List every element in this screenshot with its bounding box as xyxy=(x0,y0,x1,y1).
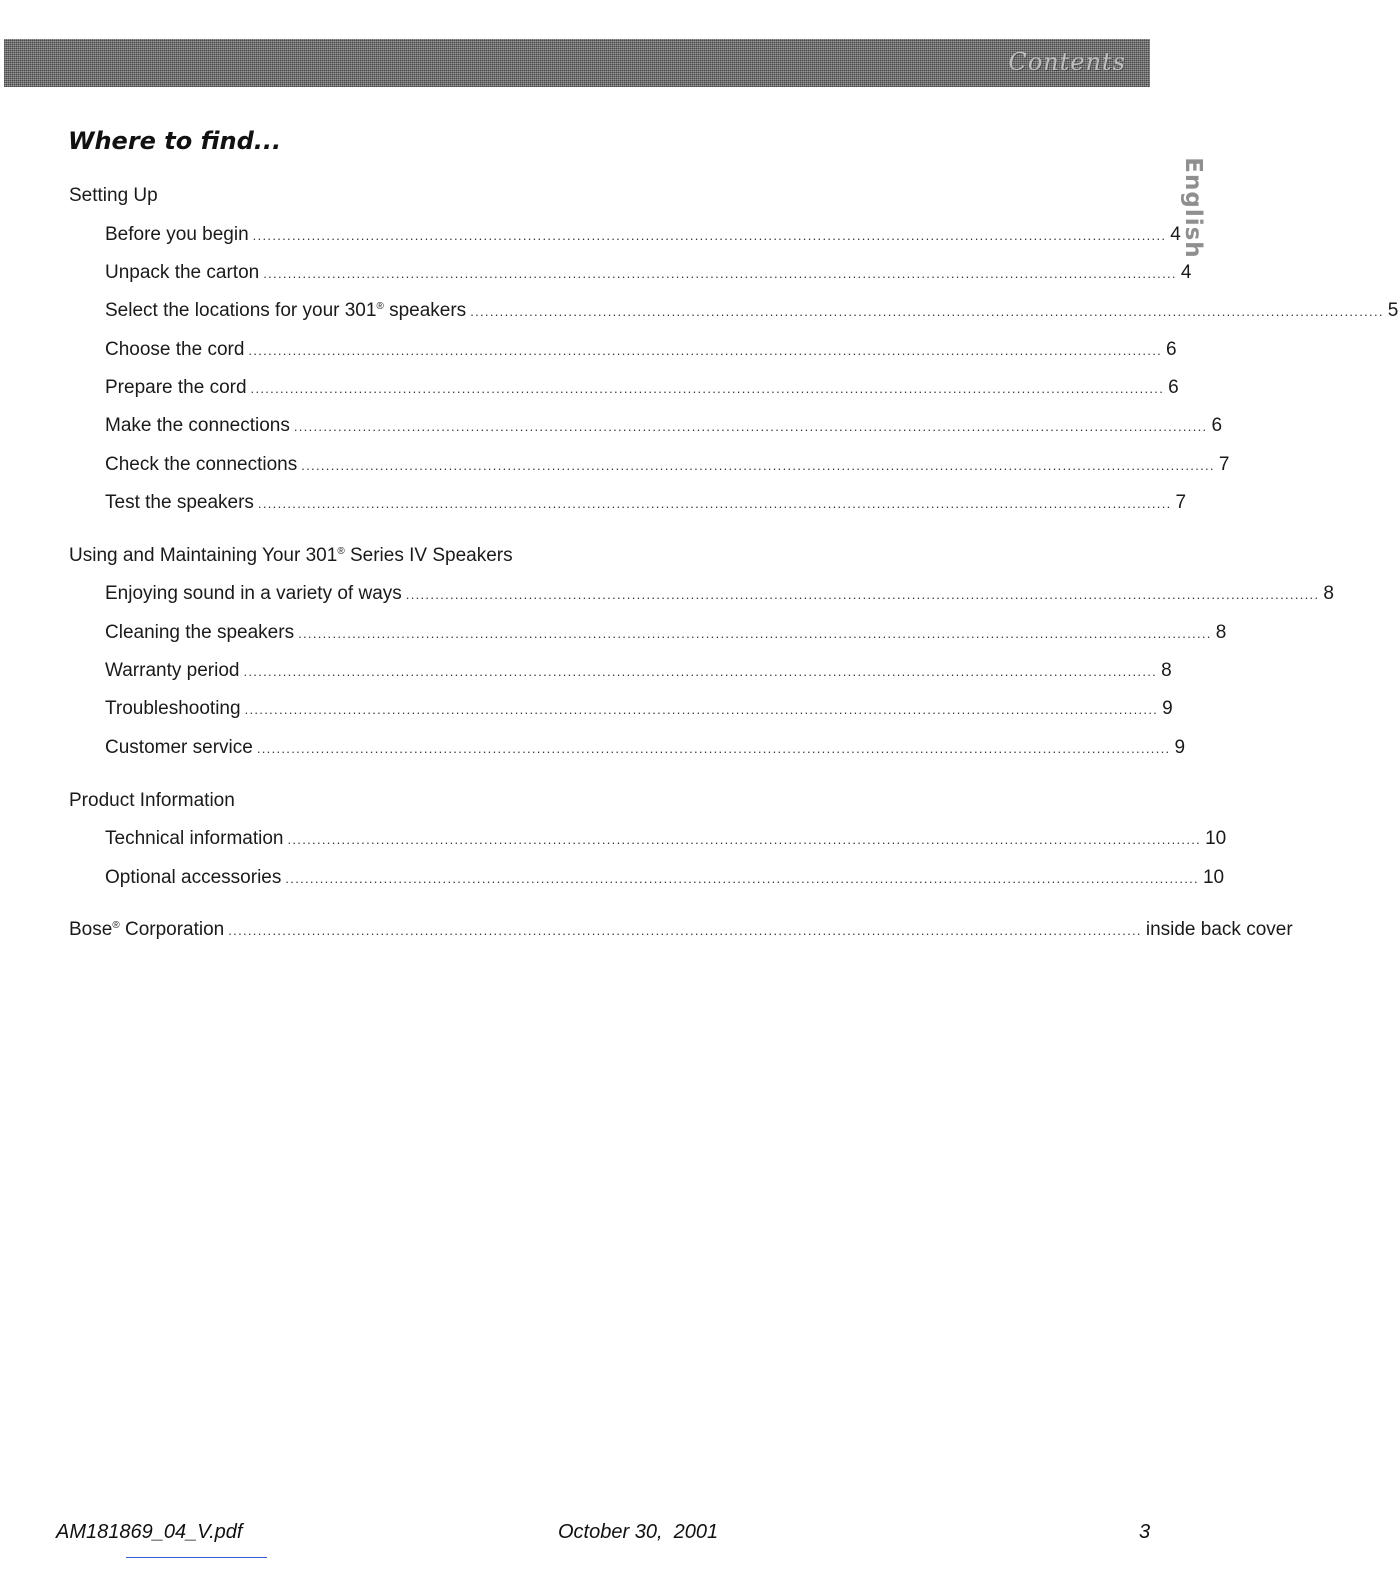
toc-entry[interactable] xyxy=(105,659,1172,684)
toc-entry[interactable] xyxy=(105,299,1398,324)
dot-leader: .......................................................................................................................................................................................... xyxy=(263,266,1177,281)
dot-leader: .......................................................................................................................................................................................... xyxy=(256,741,1171,756)
footer-filename: AM181869_04_V.pdf xyxy=(56,1521,243,1543)
toc-entry-title: Test the speakers xyxy=(105,492,254,513)
dot-leader: .......................................................................................................................................................................................... xyxy=(298,626,1212,641)
toc-entry-title: Optional accessories xyxy=(105,867,282,888)
dot-leader: .......................................................................................................................................................................................... xyxy=(301,458,1215,473)
toc-entry[interactable] xyxy=(105,621,1227,646)
toc-entry-corporation[interactable] xyxy=(69,918,1293,943)
toc-entry-title: Make the connections xyxy=(105,415,290,436)
toc-entry-page: 7 xyxy=(1218,454,1230,475)
toc-entry-page: 6 xyxy=(1211,415,1223,436)
toc-entry[interactable] xyxy=(105,414,1223,439)
toc-entry[interactable] xyxy=(105,491,1187,516)
toc-entry-page: 7 xyxy=(1175,492,1187,513)
toc-entry[interactable] xyxy=(105,223,1181,248)
toc-entry[interactable] xyxy=(105,736,1186,761)
toc-entry[interactable] xyxy=(105,376,1179,401)
brand-name: Bose xyxy=(69,919,113,940)
toc-entry[interactable] xyxy=(105,866,1225,891)
dot-leader: .......................................................................................................................................................................................... xyxy=(293,419,1208,434)
toc-entry-page: 8 xyxy=(1323,583,1334,604)
section-heading-end: Series IV Speakers xyxy=(344,545,513,566)
toc-entry-title: Customer service xyxy=(105,737,253,758)
toc-entry-title: Before you begin xyxy=(105,224,249,245)
toc-entry-title xyxy=(69,918,224,942)
dot-leader: .......................................................................................................................................................................................... xyxy=(244,702,1159,717)
registered-mark: ® xyxy=(337,546,345,557)
dot-leader: .......................................................................................................................................................................................... xyxy=(250,381,1165,396)
toc-entry-page: 6 xyxy=(1168,377,1179,398)
toc-entry-page: 5 xyxy=(1387,300,1398,321)
toc-entry-page: 9 xyxy=(1174,737,1186,758)
footer-page-number: 3 xyxy=(1139,1521,1151,1543)
toc-entry[interactable] xyxy=(105,453,1230,478)
section-heading-product-information: Product Information xyxy=(69,790,235,811)
toc-entry-page: 9 xyxy=(1162,698,1173,719)
language-tab-label: English xyxy=(1180,157,1206,259)
toc-entry-title: Choose the cord xyxy=(105,339,245,360)
toc-entry-page: 6 xyxy=(1166,339,1177,360)
dot-leader: .......................................................................................................................................................................................... xyxy=(252,228,1167,243)
toc-entry[interactable] xyxy=(105,261,1192,286)
section-heading-using-and-maintaining xyxy=(69,544,513,568)
toc-entry-title-end: speakers xyxy=(383,300,467,321)
dot-leader: .......................................................................................................................................................................................... xyxy=(470,304,1384,319)
toc-entry-title: Enjoying sound in a variety of ways xyxy=(105,583,402,604)
toc-entry-page: 4 xyxy=(1170,224,1181,245)
dot-leader: .......................................................................................................................................................................................... xyxy=(248,343,1163,358)
toc-entry-page: 8 xyxy=(1161,660,1172,681)
registered-mark: ® xyxy=(112,920,120,931)
toc-entry-title xyxy=(105,299,466,323)
toc-entry-title: Unpack the carton xyxy=(105,262,260,283)
footer-link-underline xyxy=(126,1557,267,1558)
toc-entry-page: 8 xyxy=(1215,622,1227,643)
toc-entry-page: 4 xyxy=(1180,262,1192,283)
dot-leader: .......................................................................................................................................................................................... xyxy=(228,923,1142,938)
dot-leader: .......................................................................................................................................................................................... xyxy=(257,496,1172,511)
toc-entry-page: inside back cover xyxy=(1145,919,1293,940)
toc-entry-page: 10 xyxy=(1205,828,1227,849)
language-tab xyxy=(1178,158,1208,258)
toc-entry-title-start: Select the locations for your 301 xyxy=(105,300,377,321)
toc-entry[interactable] xyxy=(105,338,1177,363)
toc-entry-title: Prepare the cord xyxy=(105,377,247,398)
company-suffix: Corporation xyxy=(119,919,225,940)
toc-entry[interactable] xyxy=(105,827,1227,852)
header-band xyxy=(4,39,1150,87)
header-title: Contents xyxy=(1008,48,1126,76)
section-heading-start: Using and Maintaining Your 301 xyxy=(69,545,338,566)
dot-leader: .......................................................................................................................................................................................... xyxy=(243,664,1158,679)
toc-entry-title: Troubleshooting xyxy=(105,698,241,719)
dot-leader: .......................................................................................................................................................................................... xyxy=(285,871,1199,886)
toc-entry[interactable] xyxy=(105,582,1334,607)
section-heading-setting-up: Setting Up xyxy=(69,185,158,206)
toc-entry-title: Cleaning the speakers xyxy=(105,622,295,643)
toc-entry-page: 10 xyxy=(1202,867,1225,888)
dot-leader: .......................................................................................................................................................................................... xyxy=(405,587,1320,602)
toc-entry-title: Warranty period xyxy=(105,660,240,681)
toc-entry-title: Technical information xyxy=(105,828,284,849)
page-title: Where to find... xyxy=(68,127,282,155)
dot-leader: .......................................................................................................................................................................................... xyxy=(287,832,1202,847)
footer-date: October 30, 2001 xyxy=(558,1521,719,1543)
registered-mark: ® xyxy=(376,301,384,312)
toc-entry-title: Check the connections xyxy=(105,454,298,475)
toc-entry[interactable] xyxy=(105,697,1173,722)
